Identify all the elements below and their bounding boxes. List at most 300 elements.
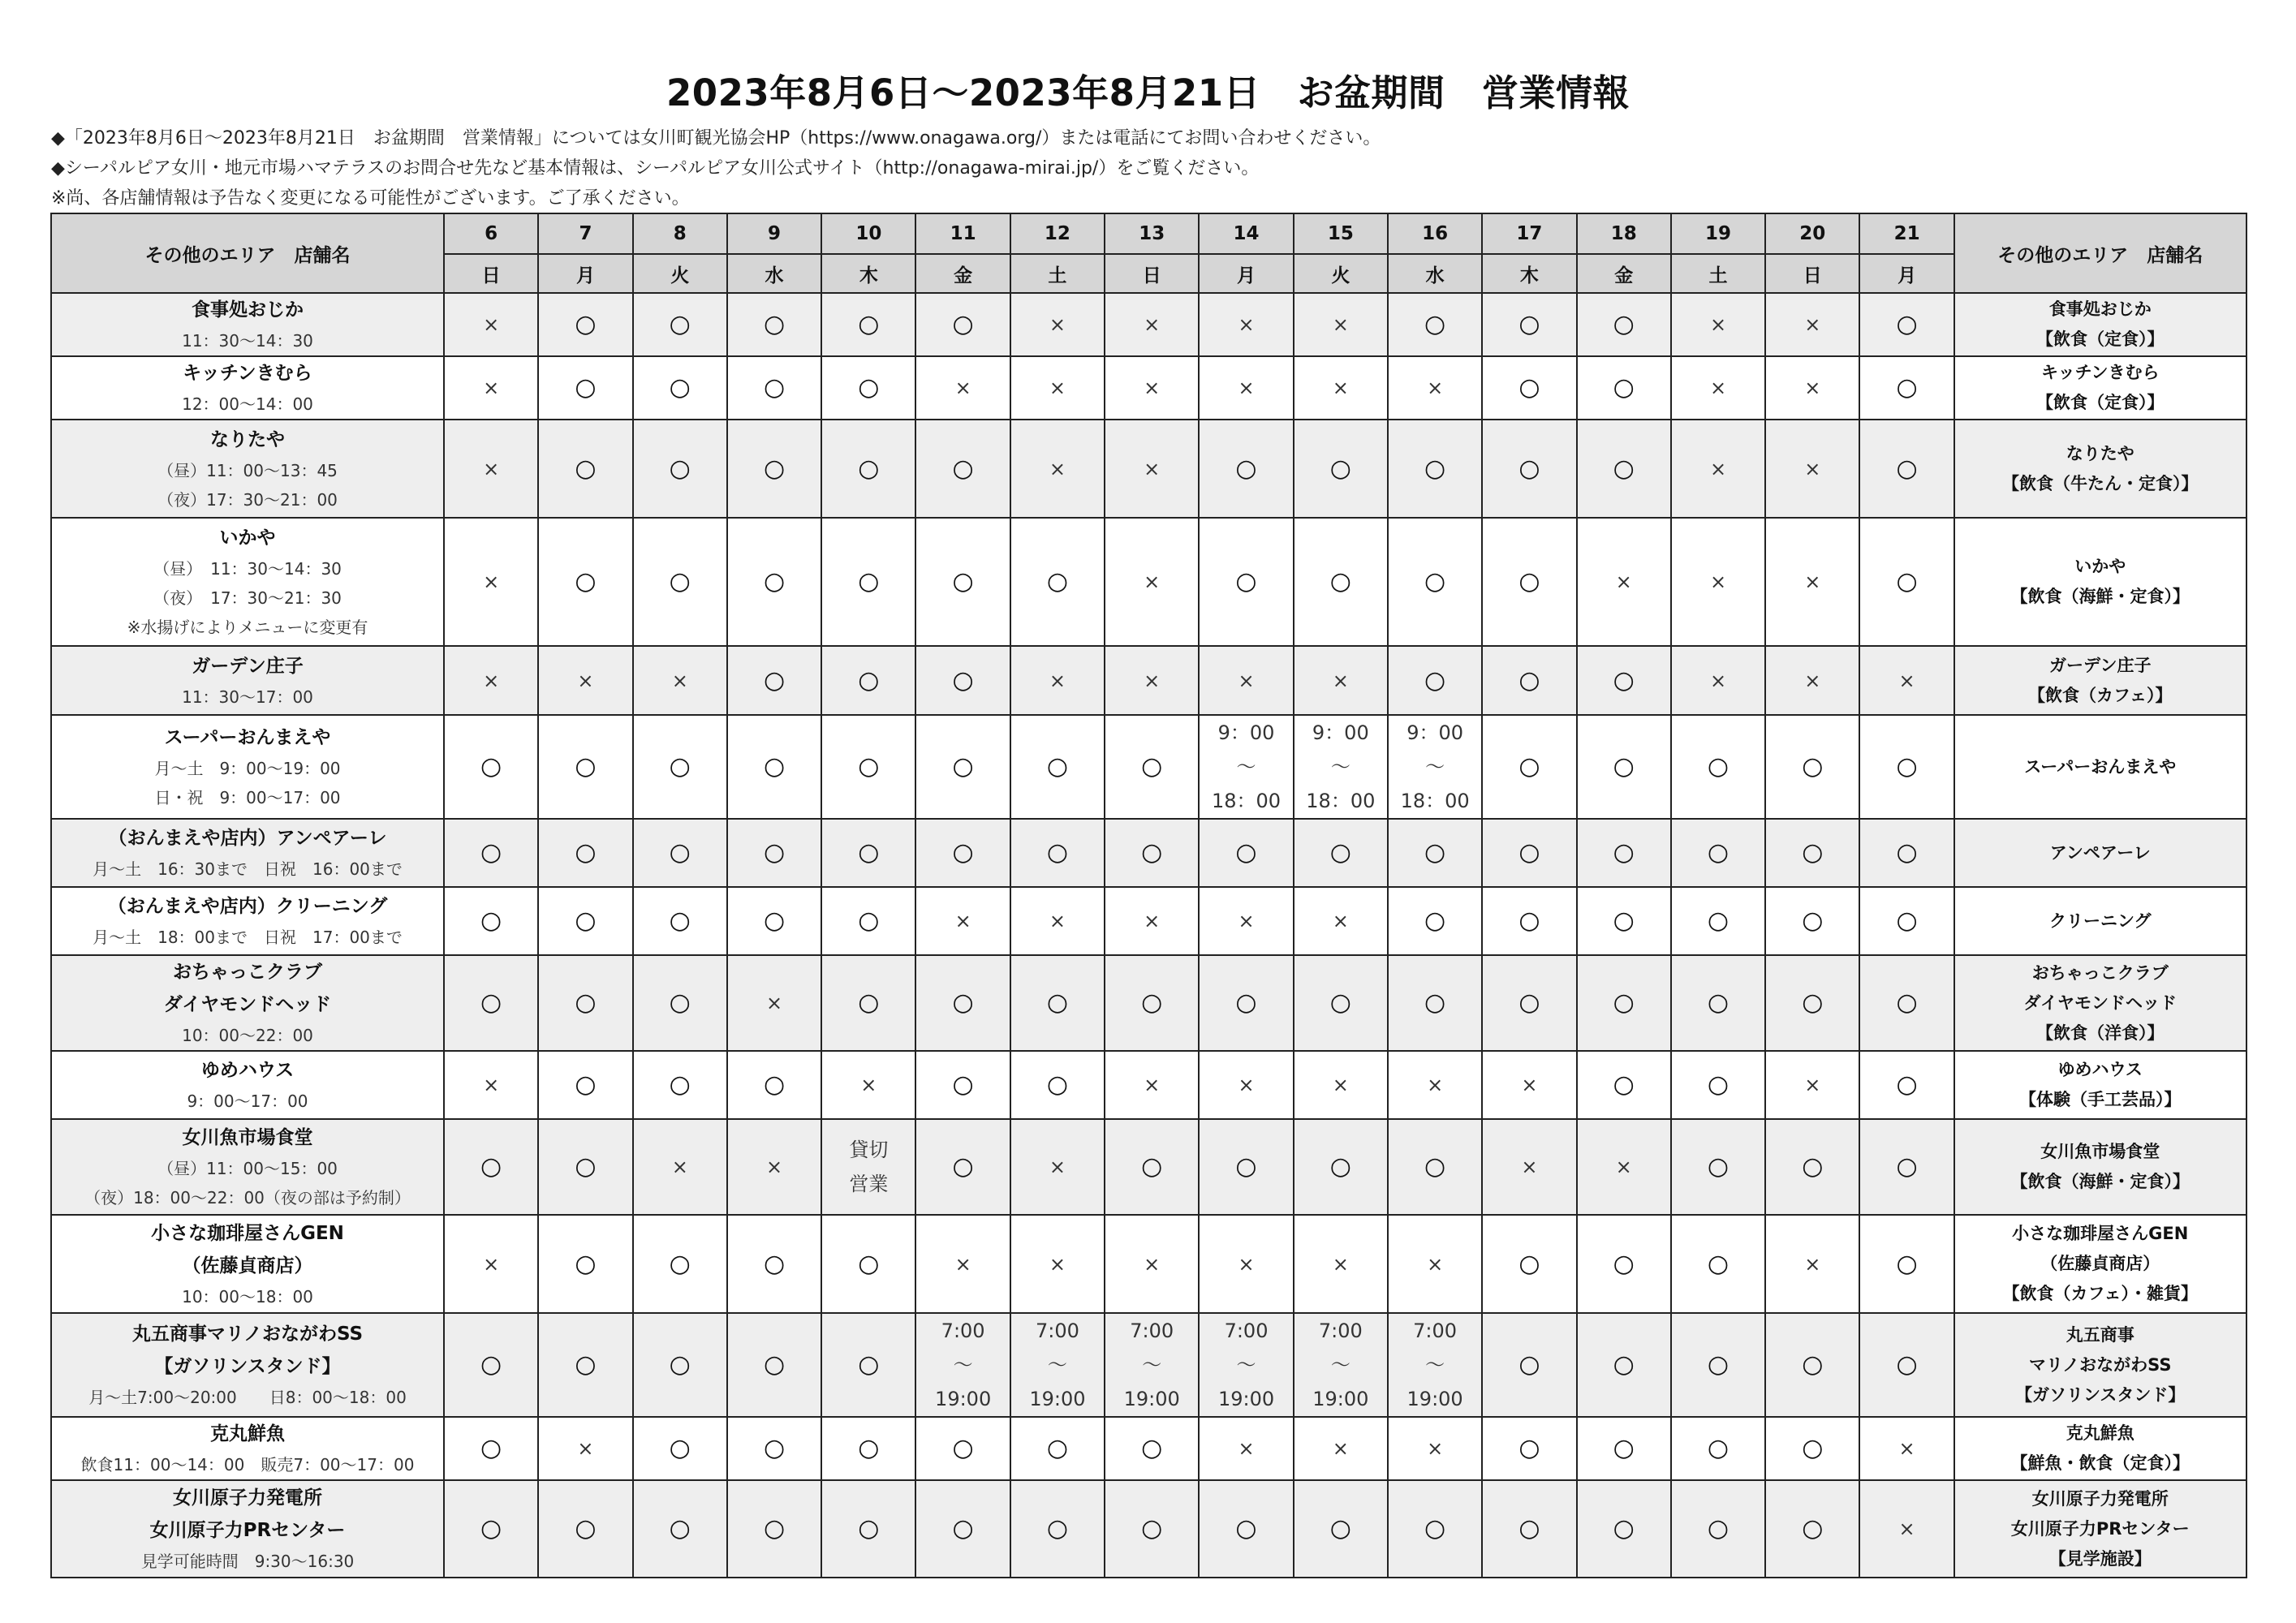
open-mark: ○ (1518, 454, 1540, 483)
open-mark: ○ (1329, 454, 1351, 483)
open-mark: ○ (669, 1434, 691, 1462)
open-mark: ○ (669, 752, 691, 781)
store-category-line: 女川原子力PRセンター (2010, 1518, 2190, 1539)
store-category-line: ガーデン庄子 (2048, 655, 2152, 675)
day-status-cell (727, 293, 821, 356)
special-hours-text: 9：00 ～ 18：00 (1400, 721, 1470, 812)
open-mark: ○ (669, 310, 691, 338)
day-status-cell (727, 356, 821, 420)
open-mark: ○ (1707, 1249, 1730, 1278)
open-mark: ○ (669, 1249, 691, 1278)
store-name-cell (51, 1417, 444, 1480)
open-mark: ○ (669, 906, 691, 935)
store-row (51, 518, 2246, 646)
store-name-cell (51, 819, 444, 887)
open-mark: ○ (858, 373, 880, 402)
store-row (51, 1119, 2246, 1215)
store-name: ゆめハウス (200, 1060, 295, 1081)
open-mark: ○ (952, 454, 974, 483)
day-status-cell (444, 1313, 538, 1417)
store-name-cell (51, 420, 444, 518)
day-status-cell (1577, 715, 1671, 819)
closed-mark: × (1049, 1252, 1066, 1276)
store-hours: 10：00～18：00 (182, 1286, 313, 1307)
store-category-line: ゆめハウス (2057, 1060, 2143, 1079)
closed-mark: × (954, 1252, 971, 1276)
day-status-cell (444, 356, 538, 420)
store-category-line: 【飲食（カフェ）・雑貨】 (2002, 1284, 2198, 1303)
day-status-cell (1482, 1480, 1576, 1578)
open-mark: ○ (1802, 752, 1824, 781)
date-header: 21 (1859, 213, 1954, 254)
day-status-cell (538, 420, 632, 518)
open-mark: ○ (1424, 838, 1446, 867)
date-header: 14 (1199, 213, 1293, 254)
day-status-cell (727, 887, 821, 955)
open-mark: ○ (1896, 838, 1918, 867)
open-mark: ○ (1896, 988, 1918, 1017)
store-name: （佐藤貞商店） (182, 1255, 313, 1276)
store-category-line: キッチンきむら (2040, 363, 2160, 382)
open-mark: ○ (1141, 752, 1163, 781)
open-mark: ○ (858, 1350, 880, 1379)
day-status-cell (821, 518, 915, 646)
page-title: 2023年8月6日～2023年8月21日 お盆期間 営業情報 (666, 71, 1630, 114)
closed-mark: × (483, 1252, 500, 1276)
day-status-cell (1859, 646, 1954, 715)
day-status-cell (1199, 1313, 1293, 1417)
date-header: 19 (1671, 213, 1765, 254)
store-row (51, 1215, 2246, 1313)
open-mark: ○ (669, 988, 691, 1017)
day-status-cell (1010, 293, 1105, 356)
day-status-cell (633, 1313, 727, 1417)
store-category-line: 克丸鮮魚 (2066, 1423, 2134, 1443)
closed-mark: × (1804, 669, 1821, 692)
date-header: 15 (1294, 213, 1388, 254)
day-status-cell (1577, 1215, 1671, 1313)
day-status-cell (821, 1480, 915, 1578)
day-status-cell (821, 1051, 915, 1119)
open-mark: ○ (1613, 373, 1635, 402)
open-mark: ○ (858, 752, 880, 781)
day-status-cell (1577, 1051, 1671, 1119)
day-status-cell (915, 646, 1010, 715)
store-hours: 月～土 18：00まで 日祝 17：00まで (93, 928, 403, 947)
open-mark: ○ (858, 838, 880, 867)
day-status-cell (1671, 1119, 1765, 1215)
open-mark: ○ (1141, 1152, 1163, 1181)
open-mark: ○ (575, 1070, 597, 1099)
store-category-line: 食事処おじか (2048, 299, 2152, 319)
open-mark: ○ (952, 1434, 974, 1462)
open-mark: ○ (858, 1434, 880, 1462)
open-mark: ○ (1896, 752, 1918, 781)
store-hours: 飲食11：00～14：00 販売7：00～17：00 (80, 1455, 415, 1474)
day-status-cell (1671, 420, 1765, 518)
day-status-cell (727, 420, 821, 518)
store-category (1955, 752, 2246, 782)
day-status-cell (1199, 1215, 1293, 1313)
open-mark: ○ (1518, 310, 1540, 338)
day-status-cell (444, 1480, 538, 1578)
store-name: 女川魚市場食堂 (182, 1127, 313, 1148)
store-name: 【ガソリンスタンド】 (154, 1356, 341, 1377)
day-status-cell (633, 1051, 727, 1119)
day-status-cell (1105, 955, 1199, 1051)
day-status-cell (1859, 420, 1954, 518)
store-category (1955, 1137, 2246, 1197)
day-status-cell (1294, 1215, 1388, 1313)
store-hours: 9：00～17：00 (187, 1091, 308, 1111)
open-mark: ○ (575, 373, 597, 402)
day-status-cell (1388, 293, 1482, 356)
open-mark: ○ (1707, 1350, 1730, 1379)
closed-mark: × (1049, 910, 1066, 932)
open-mark: ○ (952, 567, 974, 596)
open-mark: ○ (1802, 1514, 1824, 1543)
day-status-cell (1010, 518, 1105, 646)
store-row (51, 356, 2246, 420)
day-status-cell (1105, 1313, 1199, 1417)
store-name-cell (51, 646, 444, 715)
open-mark: ○ (575, 838, 597, 867)
open-mark: ○ (1802, 1152, 1824, 1181)
date-header: 7 (538, 213, 632, 254)
open-mark: ○ (1613, 454, 1635, 483)
day-status-cell (1577, 420, 1671, 518)
open-mark: ○ (1424, 567, 1446, 596)
open-mark: ○ (858, 988, 880, 1017)
store-name-cell (51, 887, 444, 955)
store-hours: 11：30～14：30 (182, 331, 313, 351)
store-category-line: （佐藤貞商店） (2040, 1254, 2160, 1273)
open-mark: ○ (1613, 838, 1635, 867)
open-mark: ○ (575, 454, 597, 483)
closed-mark: × (1709, 669, 1727, 692)
open-mark: ○ (858, 1514, 880, 1543)
store-category-cell (1954, 1313, 2246, 1417)
day-status-cell (1482, 1215, 1576, 1313)
open-mark: ○ (1329, 838, 1351, 867)
store-hours: 11：30～17：00 (182, 687, 313, 707)
store-hours: 月～土7:00～20:00 日8：00～18：00 (88, 1388, 407, 1407)
open-mark: ○ (669, 454, 691, 483)
store-name: （おんまえや店内）アンペアーレ (108, 828, 387, 849)
open-mark: ○ (1141, 1514, 1163, 1543)
open-mark: ○ (1424, 454, 1446, 483)
day-status-cell (1859, 1417, 1954, 1480)
day-status-cell (1482, 293, 1576, 356)
day-status-cell (821, 1119, 915, 1215)
open-mark: ○ (1707, 752, 1730, 781)
closed-mark: × (860, 1074, 877, 1096)
open-mark: ○ (1235, 1514, 1257, 1543)
day-status-cell (1388, 887, 1482, 955)
open-mark: ○ (1896, 454, 1918, 483)
day-status-cell (1294, 518, 1388, 646)
store-category-cell (1954, 819, 2246, 887)
day-status-cell (821, 1215, 915, 1313)
open-mark: ○ (763, 310, 786, 338)
open-mark: ○ (763, 1249, 786, 1278)
closed-mark: × (765, 992, 783, 1014)
store-hours: 月～土 16：30まで 日祝 16：00まで (93, 859, 403, 879)
closed-mark: × (483, 377, 500, 399)
open-mark: ○ (1235, 1152, 1257, 1181)
day-status-cell (538, 1417, 632, 1480)
store-category-line: 【見学施設】 (2048, 1548, 2152, 1569)
store-category-cell (1954, 1417, 2246, 1480)
open-mark: ○ (858, 567, 880, 596)
store-name-cell (51, 293, 444, 356)
day-status-cell (538, 1119, 632, 1215)
open-mark: ○ (575, 1350, 597, 1379)
day-status-cell (1388, 1313, 1482, 1417)
open-mark: ○ (669, 1514, 691, 1543)
day-status-cell (1105, 887, 1199, 955)
store-category (1955, 295, 2246, 355)
day-status-cell (1105, 1215, 1199, 1313)
store-hours: （夜） 17：30～21：30 (153, 588, 342, 608)
open-mark: ○ (1424, 1514, 1446, 1543)
day-status-cell (1294, 819, 1388, 887)
open-mark: ○ (1613, 665, 1635, 695)
date-header: 16 (1388, 213, 1482, 254)
closed-mark: × (1804, 377, 1821, 399)
day-status-cell (821, 356, 915, 420)
store-row (51, 420, 2246, 518)
open-mark: ○ (1235, 988, 1257, 1017)
open-mark: ○ (1329, 567, 1351, 596)
open-mark: ○ (1141, 838, 1163, 867)
day-status-cell (1765, 356, 1859, 420)
date-header: 6 (444, 213, 538, 254)
day-status-cell (1859, 1313, 1954, 1417)
day-status-cell (1671, 293, 1765, 356)
closed-mark: × (1615, 1156, 1632, 1178)
day-status-cell (915, 420, 1010, 518)
open-mark: ○ (1707, 988, 1730, 1017)
weekday-header: 月 (1859, 254, 1954, 293)
day-status-cell (1671, 518, 1765, 646)
day-status-cell (1105, 715, 1199, 819)
open-mark: ○ (763, 1434, 786, 1462)
day-status-cell (1105, 1051, 1199, 1119)
day-status-cell (1105, 420, 1199, 518)
open-mark: ○ (1707, 1514, 1730, 1543)
day-status-cell (1671, 1313, 1765, 1417)
store-name-cell (51, 1051, 444, 1119)
open-mark: ○ (952, 752, 974, 781)
day-status-cell (1010, 715, 1105, 819)
open-mark: ○ (763, 454, 786, 483)
store-name: 女川原子力発電所 (173, 1487, 322, 1509)
day-status-cell (1482, 518, 1576, 646)
open-mark: ○ (1518, 373, 1540, 402)
day-status-cell (538, 819, 632, 887)
weekday-header: 土 (1010, 254, 1105, 293)
weekday-header: 金 (1577, 254, 1671, 293)
day-status-cell (915, 1313, 1010, 1417)
open-mark: ○ (1235, 567, 1257, 596)
day-status-cell (1010, 1313, 1105, 1417)
open-mark: ○ (480, 988, 502, 1017)
store-name: ダイヤモンドヘッド (163, 994, 332, 1015)
special-hours-text: 貸切 営業 (849, 1139, 889, 1195)
day-status-cell (727, 646, 821, 715)
store-name: おちゃっこクラブ (173, 962, 322, 983)
closed-mark: × (1144, 377, 1161, 399)
day-status-cell (1671, 356, 1765, 420)
day-status-cell (1388, 356, 1482, 420)
open-mark: ○ (952, 665, 974, 695)
day-status-cell (444, 646, 538, 715)
day-status-cell (1577, 356, 1671, 420)
day-status-cell (538, 715, 632, 819)
open-mark: ○ (575, 1152, 597, 1181)
open-mark: ○ (763, 752, 786, 781)
day-status-cell (915, 1051, 1010, 1119)
store-name: キッチンきむら (183, 363, 312, 384)
open-mark: ○ (858, 906, 880, 935)
open-mark: ○ (858, 454, 880, 483)
open-mark: ○ (1046, 988, 1069, 1017)
open-mark: ○ (763, 373, 786, 402)
closed-mark: × (1049, 669, 1066, 692)
closed-mark: × (1144, 910, 1161, 932)
day-status-cell (1482, 420, 1576, 518)
day-status-cell (1105, 293, 1199, 356)
day-status-cell (1388, 1480, 1482, 1578)
day-status-cell (1294, 356, 1388, 420)
day-status-cell (1199, 1051, 1293, 1119)
closed-mark: × (1238, 1074, 1255, 1096)
open-mark: ○ (858, 1249, 880, 1278)
closed-mark: × (1332, 910, 1349, 932)
header-row-dates (51, 213, 2246, 254)
store-name: （おんまえや店内）クリーニング (107, 896, 388, 917)
open-mark: ○ (1613, 310, 1635, 338)
day-status-cell (1010, 955, 1105, 1051)
open-mark: ○ (1802, 906, 1824, 935)
day-status-cell (1199, 819, 1293, 887)
closed-mark: × (1332, 313, 1349, 336)
weekday-header: 土 (1671, 254, 1765, 293)
store-category-line: 女川原子力発電所 (2031, 1488, 2169, 1509)
day-status-cell (1671, 955, 1765, 1051)
day-status-cell (1577, 1417, 1671, 1480)
open-mark: ○ (1518, 1514, 1540, 1543)
day-status-cell (538, 1313, 632, 1417)
day-status-cell (1482, 819, 1576, 887)
store-hours: 月～土 9：00～19：00 (154, 759, 341, 778)
day-status-cell (1765, 887, 1859, 955)
open-mark: ○ (763, 665, 786, 695)
day-status-cell (915, 1480, 1010, 1578)
store-category-line: 【飲食（洋食）】 (2036, 1022, 2165, 1043)
open-mark: ○ (480, 1434, 502, 1462)
day-status-cell (1388, 1051, 1482, 1119)
store-category-cell (1954, 715, 2246, 819)
open-mark: ○ (575, 1249, 597, 1278)
day-status-cell (444, 1215, 538, 1313)
store-category-line: ダイヤモンドヘッド (2023, 992, 2178, 1013)
open-mark: ○ (1707, 906, 1730, 935)
special-hours-text: 7:00 ～ 19:00 (1406, 1319, 1463, 1410)
closed-mark: × (1238, 1252, 1255, 1276)
day-status-cell (538, 646, 632, 715)
day-status-cell (1765, 518, 1859, 646)
store-category-line: 【鮮魚・飲食（定食）】 (2010, 1453, 2190, 1473)
store-category (1955, 906, 2246, 936)
special-hours-text: 9：00 ～ 18：00 (1306, 721, 1376, 812)
day-status-cell (1388, 518, 1482, 646)
store-category-line: 【飲食（海鮮・定食）】 (2010, 587, 2190, 606)
closed-mark: × (1238, 313, 1255, 336)
store-name-cell (51, 518, 444, 646)
store-name-cell (51, 955, 444, 1051)
open-mark: ○ (1896, 567, 1918, 596)
day-status-cell (538, 1480, 632, 1578)
open-mark: ○ (1518, 665, 1540, 695)
day-status-cell (727, 715, 821, 819)
day-status-cell (1294, 1051, 1388, 1119)
store-category (1955, 651, 2246, 711)
day-status-cell (915, 518, 1010, 646)
day-status-cell (1105, 518, 1199, 646)
closed-mark: × (1804, 457, 1821, 480)
day-status-cell (1199, 887, 1293, 955)
weekday-header: 日 (1765, 254, 1859, 293)
day-status-cell (727, 1215, 821, 1313)
store-category-cell (1954, 887, 2246, 955)
day-status-cell (1859, 715, 1954, 819)
day-status-cell (821, 887, 915, 955)
closed-mark: × (954, 377, 971, 399)
store-name-cell (51, 1480, 444, 1578)
closed-mark: × (1427, 1074, 1444, 1096)
day-status-cell (727, 1480, 821, 1578)
open-mark: ○ (763, 1070, 786, 1099)
closed-mark: × (1427, 1437, 1444, 1460)
day-status-cell (1388, 1417, 1482, 1480)
store-category (1955, 1484, 2246, 1574)
day-status-cell (1199, 420, 1293, 518)
store-hours: 見学可能時間 9:30～16:30 (140, 1552, 355, 1571)
open-mark: ○ (952, 1152, 974, 1181)
day-status-cell (821, 1313, 915, 1417)
store-name: スーパーおんまえや (164, 727, 331, 748)
open-mark: ○ (763, 1514, 786, 1543)
closed-mark: × (1238, 910, 1255, 932)
closed-mark: × (1521, 1074, 1538, 1096)
closed-mark: × (577, 669, 594, 692)
day-status-cell (633, 715, 727, 819)
day-status-cell (1671, 1480, 1765, 1578)
weekday-header: 火 (633, 254, 727, 293)
open-mark: ○ (1046, 1514, 1069, 1543)
open-mark: ○ (1613, 988, 1635, 1017)
store-name: いかや (219, 527, 276, 549)
day-status-cell (1765, 646, 1859, 715)
weekday-header: 月 (538, 254, 632, 293)
day-status-cell (633, 646, 727, 715)
day-status-cell (1105, 1119, 1199, 1215)
store-row (51, 887, 2246, 955)
day-status-cell (1294, 1313, 1388, 1417)
day-status-cell (1859, 518, 1954, 646)
